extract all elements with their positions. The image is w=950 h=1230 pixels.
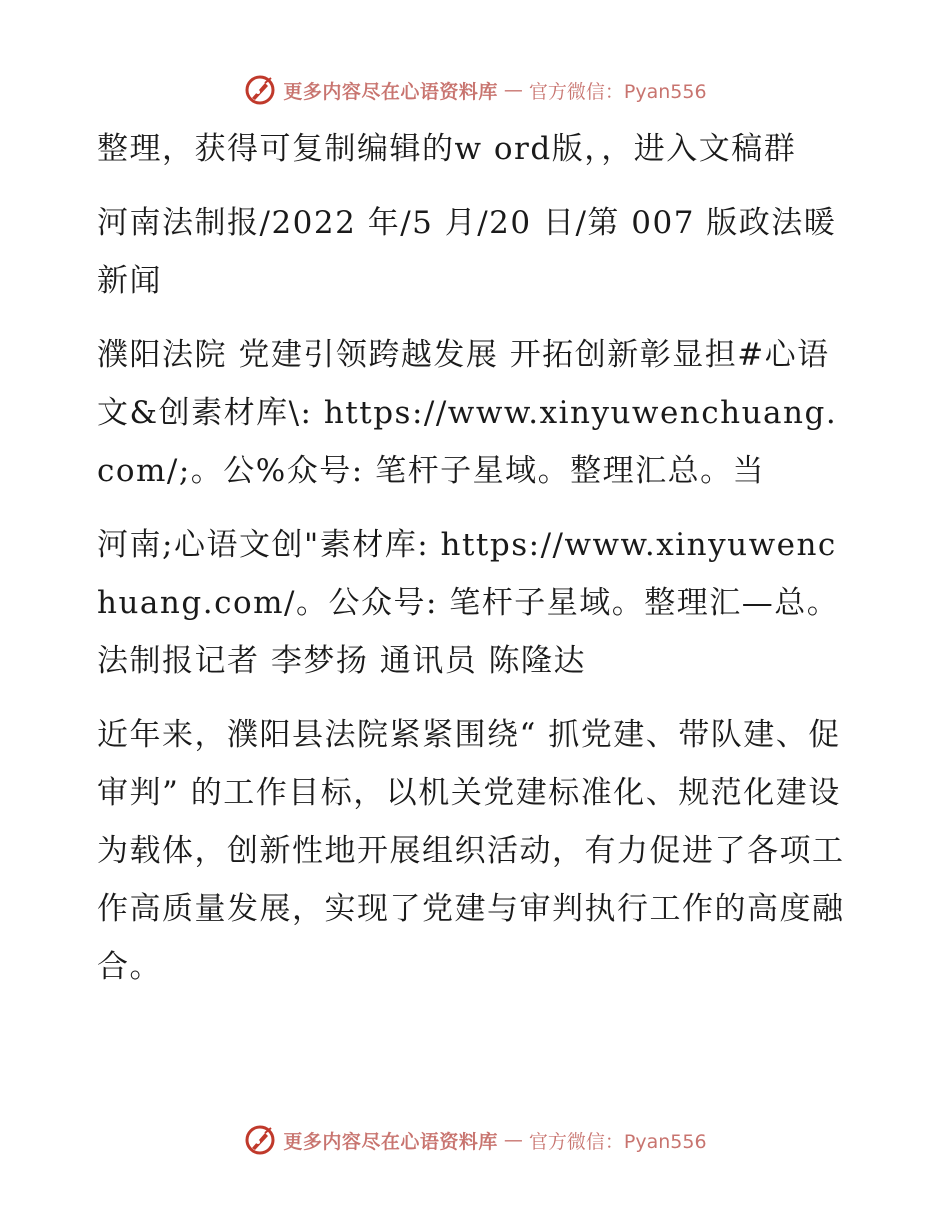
banner-separator: —	[503, 1129, 523, 1151]
quill-logo-icon	[243, 1123, 277, 1157]
quill-logo-icon	[243, 73, 277, 107]
header-banner	[0, 70, 950, 110]
banner-wechat-text: 官方微信：Pyan556	[528, 1130, 707, 1153]
paragraph-body: 近年来，濮阳县法院紧紧围绕“ 抓党建、带队建、促审判” 的工作目标，以机关党建标准化、规范化建设为载体，创新性地开展组织活动，有力促进了各项工作高质量发展，实现了党建与审判执行工作的高度融合。	[97, 717, 845, 985]
document-body	[97, 120, 852, 1012]
footer-banner	[0, 1120, 950, 1160]
banner-wechat-text: 官方微信：Pyan556	[528, 80, 707, 103]
paragraph-byline: 河南;心语文创"素材库: https://www.xinyuwenchuang.com/。公众号: 笔杆子星域。整理汇—总。法制报记者 李梦扬 通讯员 陈隆达	[97, 527, 840, 679]
banner-separator: —	[503, 79, 523, 101]
paragraph-intro: 整理，获得可复制编辑的w ord版，，进入文稿群	[97, 131, 797, 167]
paragraph-source: 河南法制报/2022 年/5 月/20 日/第 007 版政法暖新闻	[97, 205, 837, 299]
banner-brand-text: 更多内容尽在心语资料库	[283, 1130, 498, 1153]
banner-brand-text: 更多内容尽在心语资料库	[283, 80, 498, 103]
paragraph-headline: 濮阳法院 党建引领跨越发展 开拓创新彰显担#心语文&创素材库\: https://www.xinyuwenchuang.com/;。公%众号: 笔杆子星域。整理汇总。当	[97, 337, 838, 489]
